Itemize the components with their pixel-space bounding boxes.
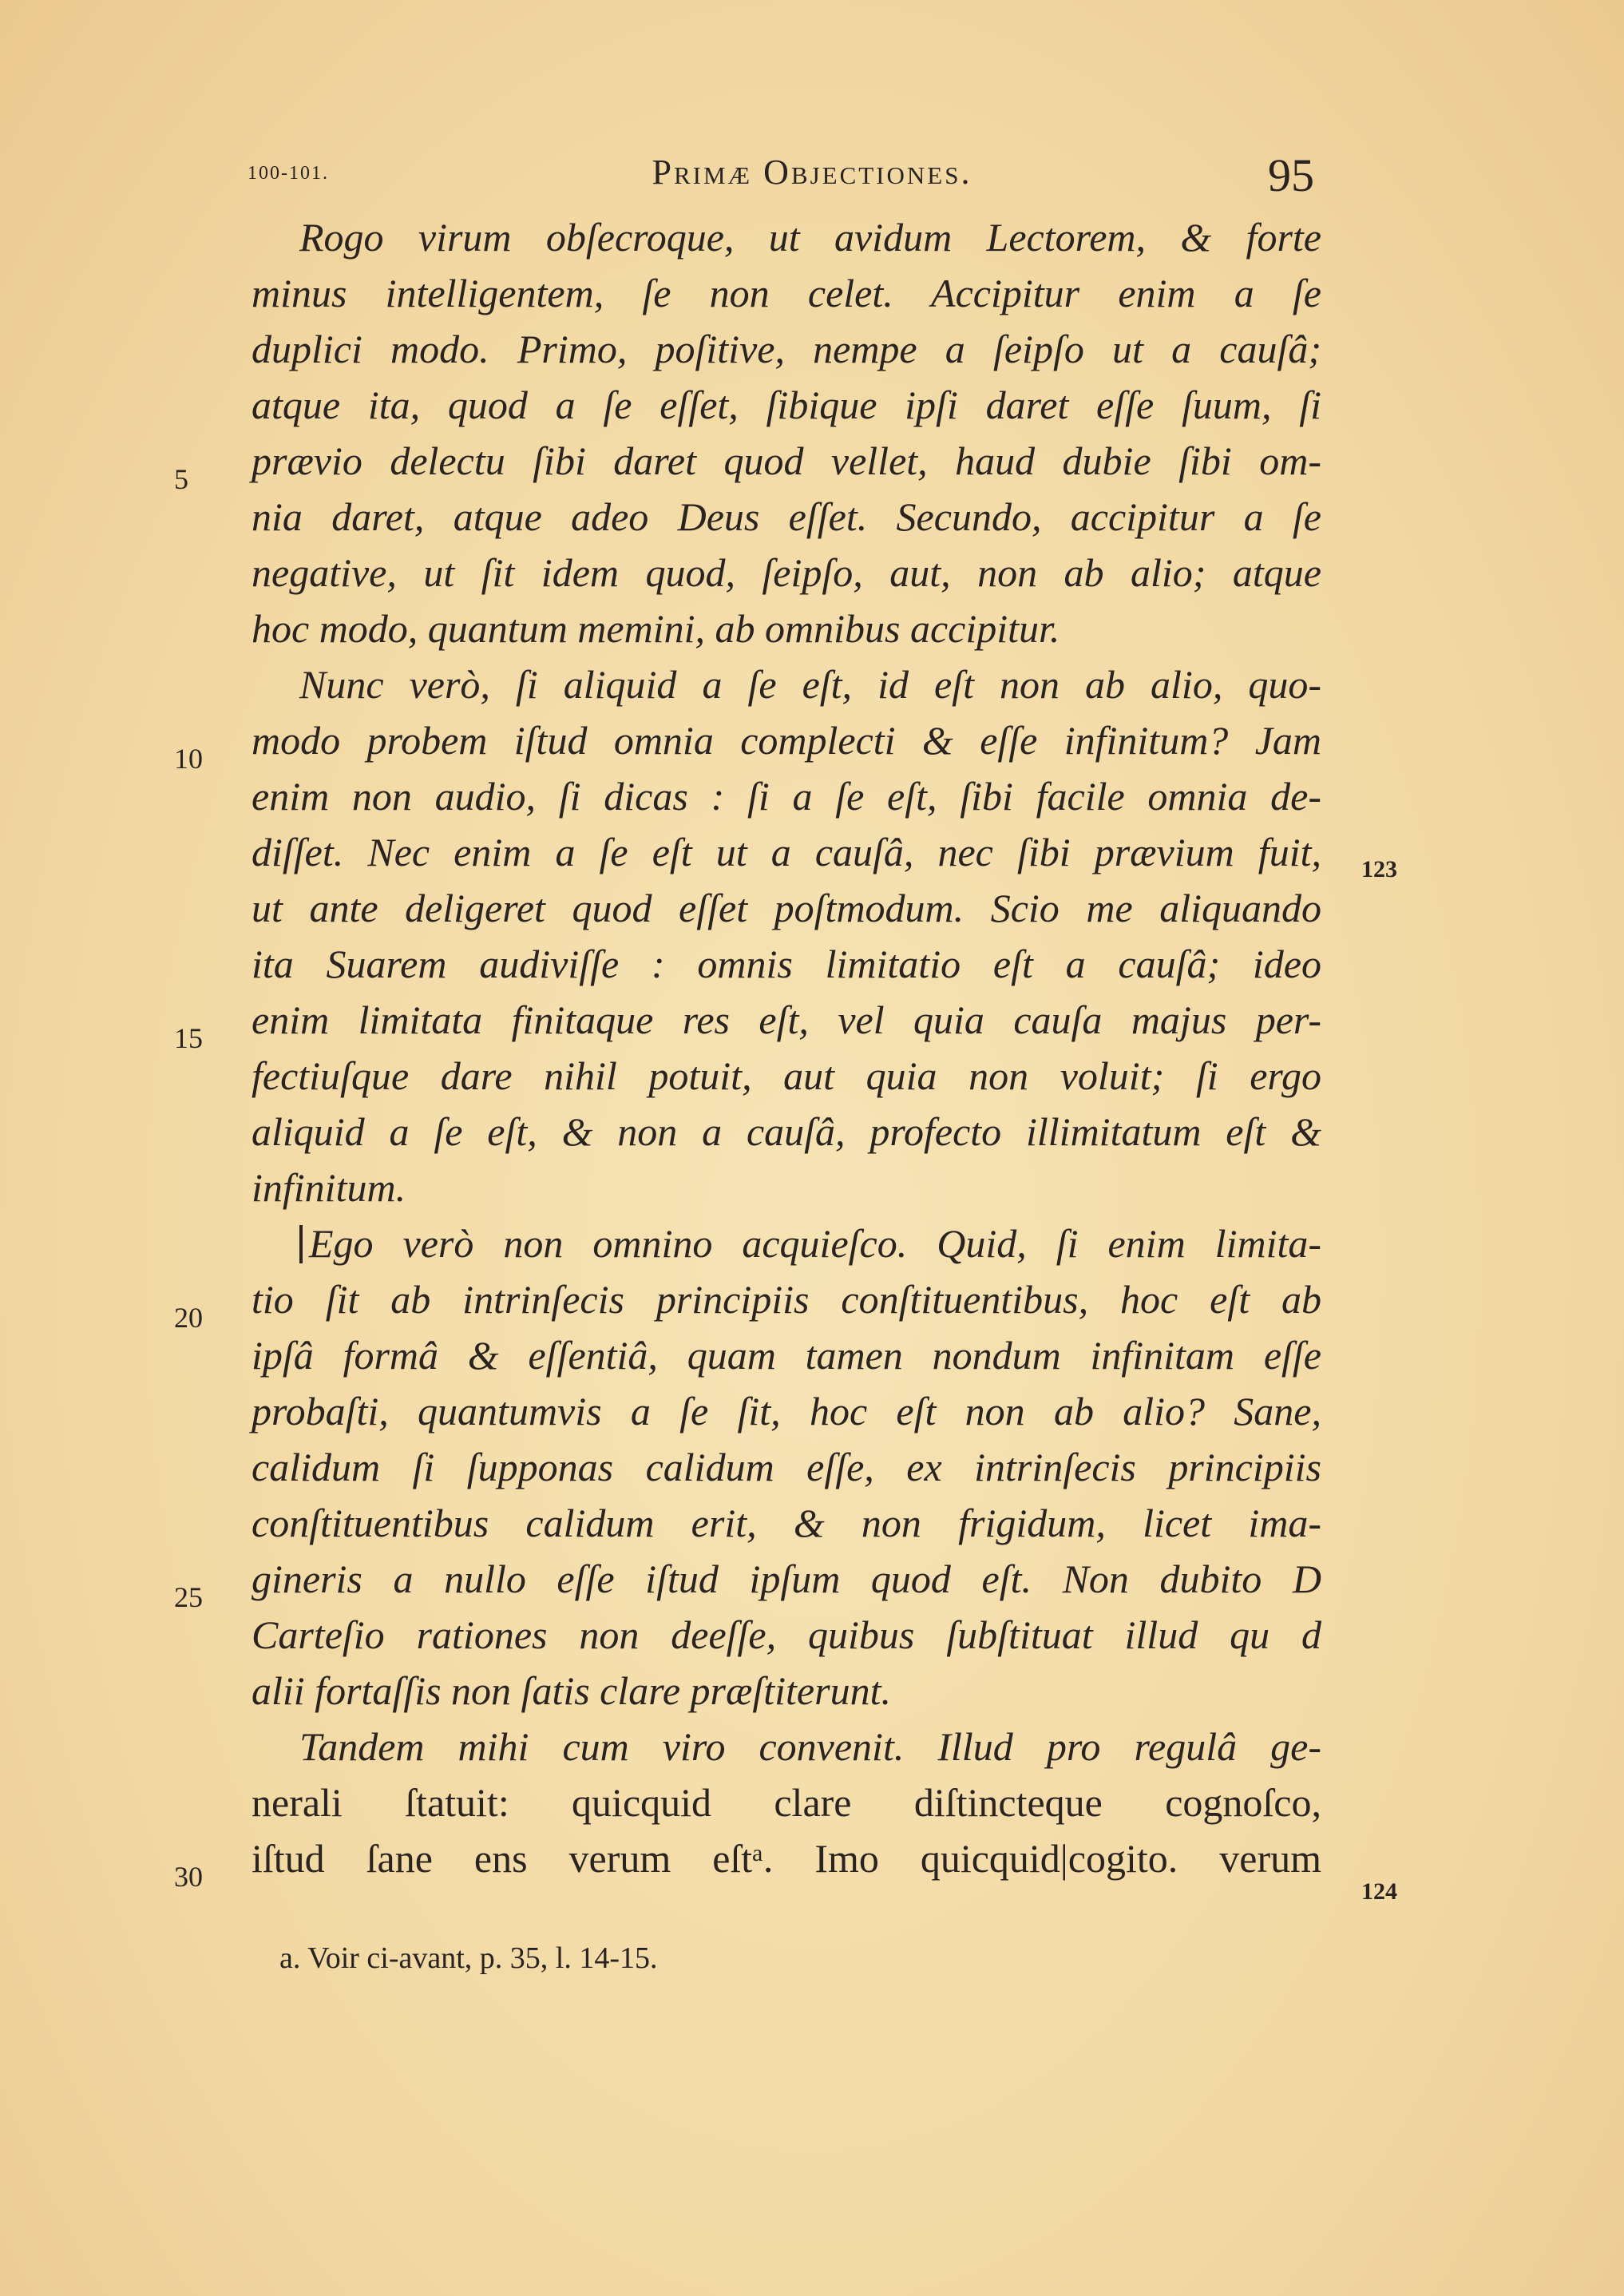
margin-reference-123: 123 [1361,856,1397,882]
text-line [252,321,1321,377]
text-line [252,1048,1321,1104]
text-line [252,1551,1321,1607]
text-line-content: minus intelligentem, ſe non celet. Accipitur enim a ſe [252,271,1321,315]
text-line-content: nia daret, atque adeo Deus eſſet. Secundo, accipitur a ſe [252,494,1321,539]
text-line [252,712,1321,768]
text-line-content: infinitum. [252,1165,406,1210]
text-line [252,992,1321,1048]
text-line [252,880,1321,936]
line-number-25: 25 [174,1581,203,1613]
text-line-content: nerali ſtatuit: quicquid clare diſtincteque cognoſco, [252,1780,1321,1825]
text-line [252,1830,1321,1886]
text-line [252,265,1321,321]
line-number-5: 5 [174,463,188,495]
text-line [252,1104,1321,1160]
text-line [252,545,1321,601]
line-number-15: 15 [174,1022,203,1054]
text-line-content: Carteſio rationes non deeſſe, quibus ſubſtituat illud qu d [252,1612,1321,1657]
text-line-content: aliquid a ſe eſt, & non a cauſâ, profecto illimitatum eſt & [252,1109,1321,1154]
margin-reference-124: 124 [1361,1878,1397,1905]
section-marker [299,1225,303,1263]
text-line-content: alii fortaſſis non ſatis clare præſtiterunt. [252,1668,891,1713]
footnote: a. Voir ci-avant, p. 35, l. 14-15. [279,1941,658,1975]
running-title: Primæ Objectiones. [652,153,972,192]
text-line [252,1160,1321,1215]
text-line [252,1495,1321,1551]
text-line [299,656,1321,712]
line-number-10: 10 [174,743,203,775]
text-line [252,1439,1321,1495]
text-line-content: negative, ut ſit idem quod, ſeipſo, aut, non ab alio; atque [252,550,1321,595]
text-line-content: ut ante deligeret quod eſſet poſtmodum. Scio me aliquando [252,886,1321,930]
text-line-content: probaſti, quantumvis a ſe ſit, hoc eſt non ab alio? Sane, [252,1389,1321,1434]
text-line-content: calidum ſi ſupponas calidum eſſe, ex intrinſecis principiis [252,1445,1321,1489]
text-line [252,768,1321,824]
text-line-content: enim non audio, ſi dicas : ſi a ſe eſt, ſibi facile omnia de- [252,774,1321,819]
text-line-content: enim limitata finitaque res eſt, vel quia cauſa majus per- [252,997,1321,1042]
text-line [252,1327,1321,1383]
page-number: 95 [1268,149,1314,201]
page-header [0,149,1624,201]
text-line-content: Ego verò non omnino acquieſco. Quid, ſi enim limita- [309,1221,1321,1266]
text-line-content: ipſâ formâ & eſſentiâ, quam tamen nondum infinitam eſſe [252,1333,1321,1378]
text-line [252,489,1321,545]
text-line [252,936,1321,992]
text-line-content: Tandem mihi cum viro convenit. Illud pro regulâ ge- [299,1724,1321,1769]
text-line-content: Rogo virum obſecroque, ut avidum Lectorem, & forte [299,215,1321,260]
text-line [252,601,1321,656]
text-line-content: ita Suarem audiviſſe : omnis limitatio eſt a cauſâ; ideo [252,942,1321,986]
text-line-content: atque ita, quod a ſe eſſet, ſibique ipſi daret eſſe ſuum, ſi [252,383,1321,427]
text-line-content: hoc modo, quantum memini, ab omnibus accipitur. [252,606,1060,651]
text-line-content: diſſet. Nec enim a ſe eſt ut a cauſâ, nec ſibi prævium fuit, [252,830,1321,874]
text-line-content: prævio delectu ſibi daret quod vellet, haud dubie ſibi om- [252,438,1321,483]
section-range: 100-101. [248,163,329,184]
text-line-content: gineris a nullo eſſe iſtud ipſum quod eſt. Non dubito D [252,1556,1321,1601]
text-line-content: duplici modo. Primo, poſitive, nempe a ſeipſo ut a cauſâ; [252,327,1321,371]
text-line-content: tio ſit ab intrinſecis principiis conſtituentibus, hoc eſt ab [252,1277,1321,1322]
text-line-content: fectiuſque dare nihil potuit, aut quia non voluit; ſi ergo [252,1053,1321,1098]
text-line [252,824,1321,880]
text-line [299,1215,1321,1271]
text-line [252,1607,1321,1663]
text-line-content: Nunc verò, ſi aliquid a ſe eſt, id eſt non ab alio, quo- [299,662,1321,707]
text-line [252,1775,1321,1830]
text-line [299,209,1321,265]
text-line [299,1719,1321,1775]
text-line [252,1383,1321,1439]
line-number-20: 20 [174,1302,203,1334]
text-line [252,433,1321,489]
text-line [252,1271,1321,1327]
text-line-content: conſtituentibus calidum erit, & non frigidum, licet ima- [252,1501,1321,1545]
text-line [252,1663,1321,1719]
line-number-30: 30 [174,1861,203,1893]
text-line [252,377,1321,433]
text-line-content: modo probem iſtud omnia complecti & eſſe infinitum? Jam [252,718,1321,763]
text-line-content: iſtud ſane ens verum eſtᵃ. Imo quicquid|cogito. verum [252,1836,1321,1881]
